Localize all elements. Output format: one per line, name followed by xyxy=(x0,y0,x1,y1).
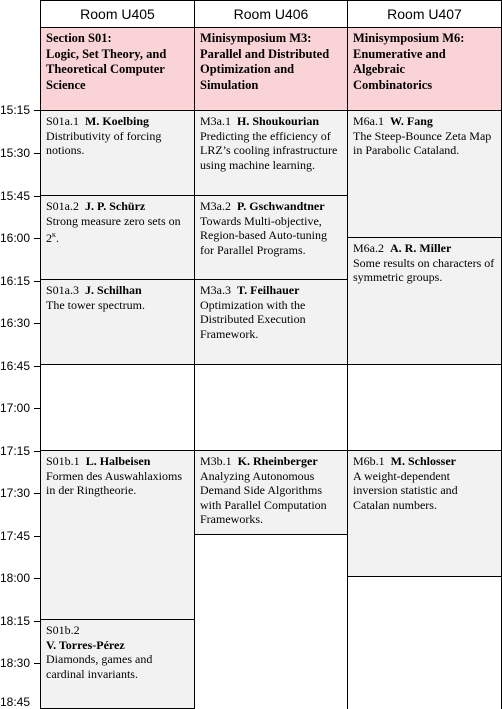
talk-speaker: T. Feilhauer xyxy=(237,283,300,297)
section-line: Optimization and xyxy=(200,62,295,76)
talk-speaker: J. P. Schürz xyxy=(85,199,146,213)
talk-block xyxy=(41,280,195,365)
talk-code: S01b.1 xyxy=(46,454,80,468)
section-line: Science xyxy=(46,77,86,92)
empty-slot xyxy=(195,535,348,709)
section-header-s01 xyxy=(41,28,195,111)
talk-code: S01a.3 xyxy=(46,283,79,297)
talk-title: Towards Multi-objective, Region-based Auto-tuning for Parallel Programs. xyxy=(200,213,327,257)
empty-slot xyxy=(348,577,502,709)
talk-title: Optimization with the Distributed Execution Framework. xyxy=(200,297,306,341)
time-tick xyxy=(34,408,40,409)
talk-code: M6a.2 xyxy=(353,241,384,255)
talk-speaker: V. Torres-Pérez xyxy=(46,637,125,652)
talk-title: Analyzing Autonomous Demand Side Algorithms with Parallel Computation Frameworks. xyxy=(200,468,327,526)
talk-block xyxy=(41,196,195,280)
talk-speaker: P. Gschwandtner xyxy=(237,199,325,213)
room-header-u407: Room U407 xyxy=(348,1,502,28)
talk-speaker: L. Halbeisen xyxy=(85,454,151,468)
talk-block xyxy=(195,196,348,280)
time-label: 16:00 xyxy=(0,231,31,245)
time-tick xyxy=(34,493,40,494)
time-tick xyxy=(34,621,40,622)
time-tick xyxy=(34,578,40,579)
talk-title: The Steep-Bounce Zeta Map in Parabolic Cataland. xyxy=(353,128,492,157)
time-label: 17:15 xyxy=(0,444,31,458)
time-tick xyxy=(34,153,40,154)
time-label: 17:00 xyxy=(0,401,31,415)
talk-block xyxy=(348,450,502,577)
time-label: 16:15 xyxy=(0,274,31,288)
time-tick xyxy=(34,451,40,452)
time-label: 15:45 xyxy=(0,189,31,203)
talk-block xyxy=(41,111,195,196)
break-slot xyxy=(41,365,195,450)
section-line: Algebraic xyxy=(353,62,406,76)
time-tick xyxy=(34,663,40,664)
talk-title-text: Strong measure zero sets on 2 xyxy=(46,213,181,245)
kappa-superscript: κ xyxy=(52,230,57,239)
time-tick xyxy=(34,536,40,537)
section-header-m6 xyxy=(348,28,502,111)
talk-title: Predicting the efficiency of LRZ’s cooling infrastructure using machine learning. xyxy=(200,128,338,172)
talk-block xyxy=(348,238,502,365)
time-tick xyxy=(34,281,40,282)
talk-title: Some results on characters of symmetric groups. xyxy=(353,255,495,284)
section-line: Parallel and Distributed xyxy=(200,46,330,61)
talk-block xyxy=(195,450,348,535)
section-line: Enumerative and xyxy=(353,46,446,61)
time-label: 16:45 xyxy=(0,359,31,373)
talk-speaker: W. Fang xyxy=(390,114,433,128)
time-tick xyxy=(34,366,40,367)
talk-code: S01a.2 xyxy=(46,199,79,213)
break-slot xyxy=(195,365,348,450)
talk-title xyxy=(46,214,189,246)
talk-code: M6b.1 xyxy=(353,454,385,468)
time-tick xyxy=(34,323,40,324)
talk-code: M3a.3 xyxy=(200,283,231,297)
talk-code: M6a.1 xyxy=(353,114,384,128)
section-line: Logic, Set Theory, and xyxy=(46,46,167,61)
talk-title: Diamonds, games and cardinal invariants. xyxy=(46,652,153,681)
time-label: 17:30 xyxy=(0,486,31,500)
time-label: 18:30 xyxy=(0,656,31,670)
talk-block xyxy=(41,450,195,620)
time-tick xyxy=(34,110,40,111)
break-slot xyxy=(348,365,502,450)
talk-block xyxy=(195,280,348,365)
time-label: 17:45 xyxy=(0,529,31,543)
section-line: Minisymposium M3: xyxy=(200,31,312,45)
talk-block xyxy=(41,620,195,709)
time-label: 18:15 xyxy=(0,614,31,628)
talk-speaker: H. Shoukourian xyxy=(237,114,320,128)
talk-speaker: M. Koelbing xyxy=(85,114,150,128)
talk-title: A weight-dependent inversion statistic and Catalan numbers. xyxy=(353,468,458,512)
talk-speaker: M. Schlosser xyxy=(390,454,456,468)
talk-block xyxy=(195,111,348,196)
talk-speaker: A. R. Miller xyxy=(390,241,452,255)
room-header-u405: Room U405 xyxy=(41,1,195,28)
section-line: Combinatorics xyxy=(353,77,433,92)
talk-speaker: J. Schilhan xyxy=(85,283,142,297)
time-label: 18:45 xyxy=(0,695,31,709)
talk-title-end: . xyxy=(56,231,60,245)
talk-title: Distributivity of forcing notions. xyxy=(46,128,162,157)
talk-code: S01a.1 xyxy=(46,114,79,128)
section-header-m3 xyxy=(195,28,348,111)
section-line: Theoretical Computer xyxy=(46,62,165,76)
time-label: 16:30 xyxy=(0,316,31,330)
talk-block xyxy=(348,111,502,238)
room-header-u406: Room U406 xyxy=(195,1,348,28)
time-tick xyxy=(34,238,40,239)
time-tick xyxy=(34,196,40,197)
talk-code: M3a.1 xyxy=(200,114,231,128)
time-label: 15:15 xyxy=(0,103,31,117)
talk-code: S01b.2 xyxy=(46,623,80,637)
time-label: 15:30 xyxy=(0,146,31,160)
talk-speaker: K. Rheinberger xyxy=(237,454,318,468)
talk-title: The tower spectrum. xyxy=(46,297,145,312)
talk-code: M3a.2 xyxy=(200,199,231,213)
section-line: Section S01: xyxy=(46,31,112,45)
time-label: 18:00 xyxy=(0,571,31,585)
section-line: Minisymposium M6: xyxy=(353,31,465,45)
talk-title: Formen des Auswahlaxioms in der Ringtheorie. xyxy=(46,468,182,497)
section-line: Simulation xyxy=(200,77,259,92)
talk-code: M3b.1 xyxy=(200,454,232,468)
